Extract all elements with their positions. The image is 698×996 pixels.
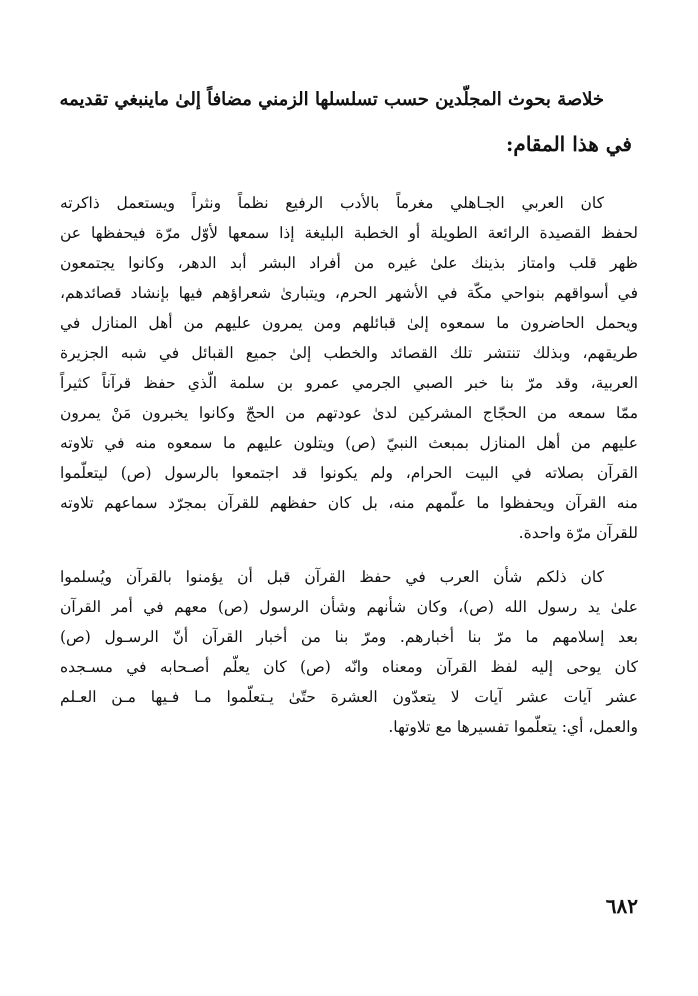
text-line: ظهر قلب وامتاز بذينك علىٰ غيره من أفراد البشر أبد الدهر، وكانوا يجتمعون: [60, 254, 638, 272]
text-line: لحفظ القصيدة الرائعة الطويلة أو الخطبة البليغة إذا سمعها لأوّل مرّة فيحفظها عن: [60, 224, 638, 242]
text-line: علىٰ يد رسول الله (ص)، وكان شأنهم وشأن الرسول (ص) معهم في أمر القرآن: [60, 598, 638, 616]
text-line: كان العربي الجـاهلي مغرماً بالأدب الرفيع نظماً ونثراً ويستعمل ذاكرته: [60, 194, 604, 212]
text-line: كان يوحى إليه لفظ القرآن ومعناه وانّه (ص) كان يعلّم أصـحابه في مسـجده: [60, 658, 638, 676]
text-line: ويحمل الحاضرون ما سمعوه إلىٰ قبائلهم ومن يمرون عليهم من أهل المنازل في: [60, 314, 638, 332]
text-line: عشر آيات عشر آيات لا يتعدّون العشرة حتّىٰ يـتعلّموا مـا فـيها مـن العـلم: [60, 688, 638, 706]
text-line: كان ذلكم شأن العرب في حفظ القرآن قبل أن يؤمنوا بالقرآن ويُسلموا: [60, 568, 604, 586]
text-line: القرآن بصلاته في البيت الحرام، ولم يكونوا قد اجتمعوا بالرسول (ص) ليتعلّموا: [60, 464, 638, 482]
body-paragraph: [60, 562, 638, 742]
heading-line: خلاصة بحوث المجلّدين حسب تسلسلها الزمني مضافاً إلىٰ ماينبغي تقديمه: [59, 89, 604, 110]
text-line: عليهم من أهل المنازل بمبعث النبيّ (ص) ويتلون عليهم ما سمعوه منه في تلاوته: [60, 434, 638, 452]
body-paragraph: [60, 188, 638, 548]
heading-line: في هذا المقام:: [506, 132, 632, 156]
text-line: للقرآن مرّة واحدة.: [518, 524, 638, 542]
text-line: طريقهم، وبذلك تنتشر تلك القصائد والخطب إلىٰ جميع القبائل في شبه الجزيرة: [60, 344, 638, 362]
text-line: العربية، وقد مرّ بنا خبر الصبي الجرمي عمرو بن سلمة الّذي حفظ قرآناً كثيراً: [60, 374, 638, 392]
page-number: ٦٨٢: [605, 894, 638, 918]
text-line: منه القرآن ويحفظوا ما علّمهم منه، بل كان حفظهم للقرآن بمجرّد سماعهم تلاوته: [60, 494, 638, 512]
text-line: والعمل، أي: يتعلّموا تفسيرها مع تلاوتها.: [388, 718, 638, 736]
text-line: ممّا سمعه من الحجّاج المشركين لدىٰ عودتهم من الحجّ وكانوا يخبرون مَنْ يمرون: [60, 404, 638, 422]
section-heading: [60, 78, 638, 166]
text-line: في أسواقهم بنواحي مكّة في الأشهر الحرم، ويتبارىٰ شعراؤهم فيها بإنشاد قصائدهم،: [60, 284, 638, 302]
text-line: بعد إسلامهم ما مرّ بنا أخبارهم. ومرّ بنا من أخبار القرآن أنّ الرسـول (ص): [60, 628, 638, 646]
